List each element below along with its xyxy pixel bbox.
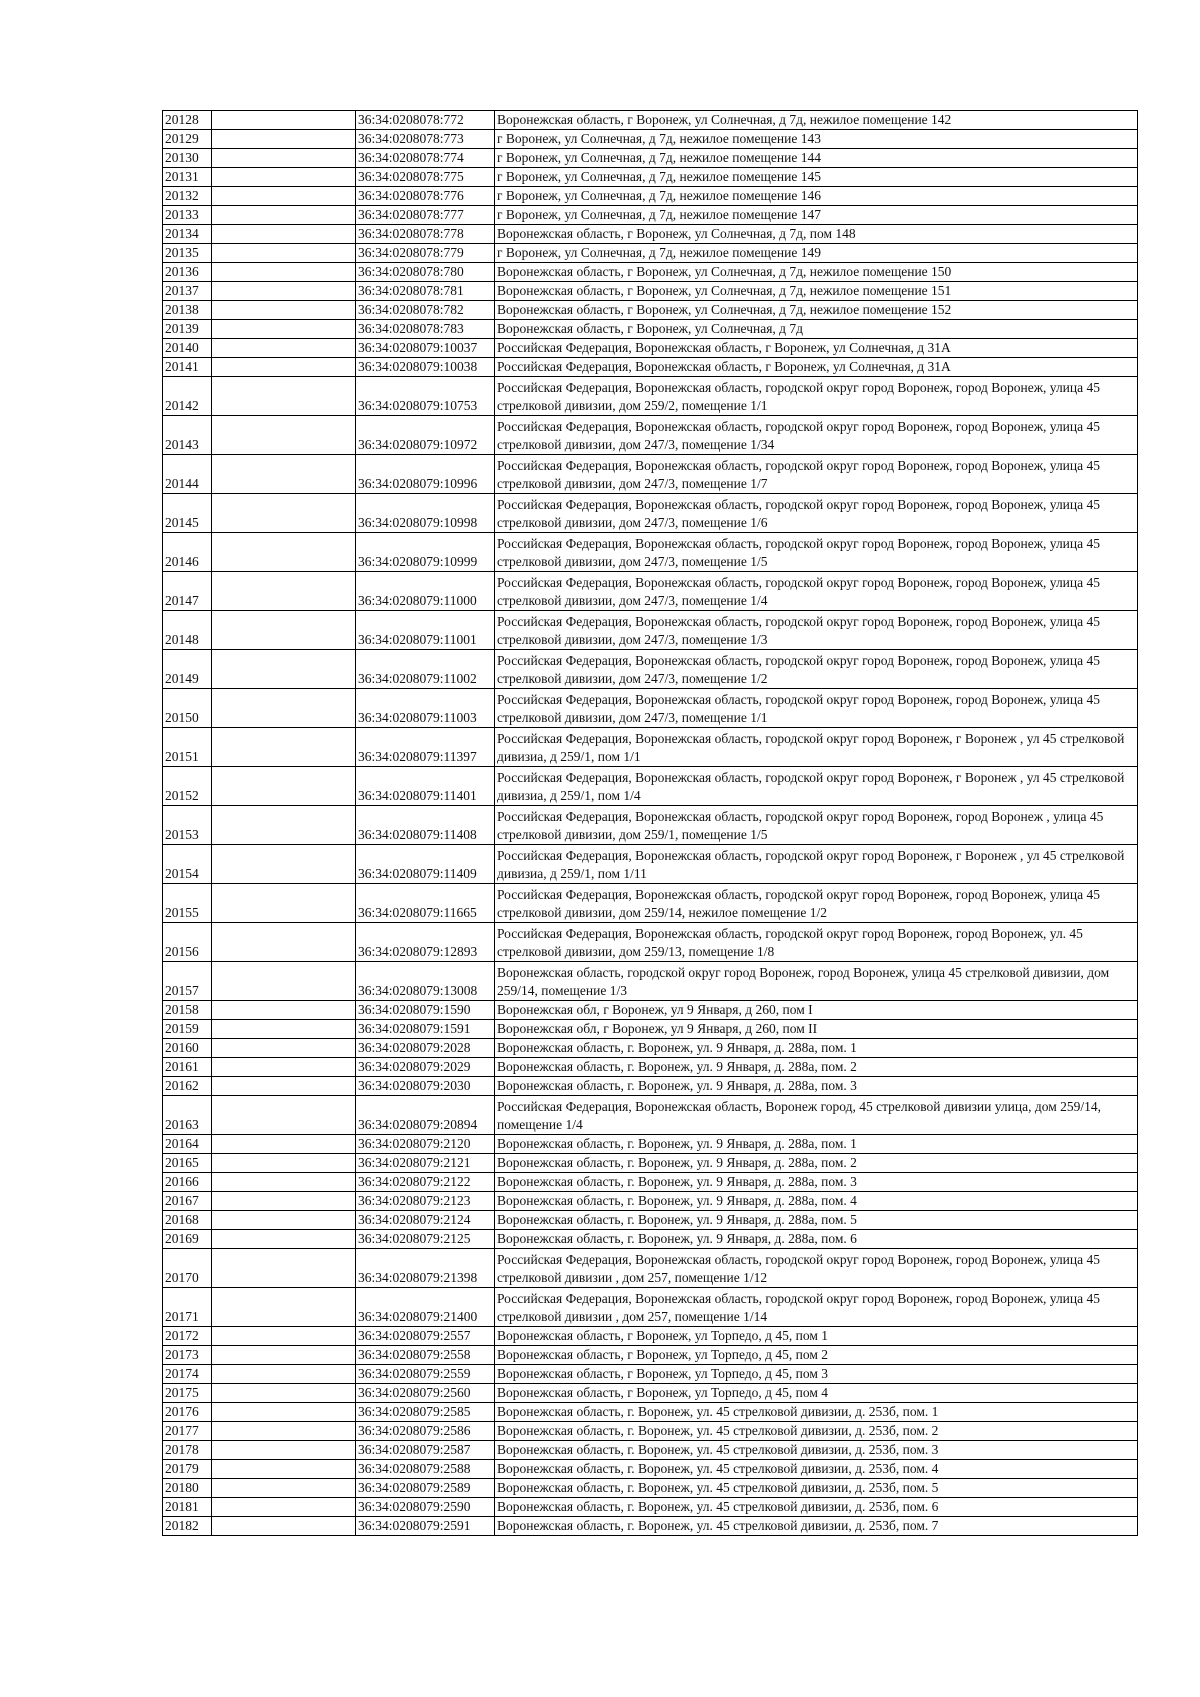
cadastral-number-cell: 36:34:0208079:12893 xyxy=(356,923,495,962)
row-number-cell: 20181 xyxy=(163,1498,212,1517)
cadastral-number-cell: 36:34:0208079:21398 xyxy=(356,1249,495,1288)
row-number-cell: 20168 xyxy=(163,1211,212,1230)
row-number-cell: 20171 xyxy=(163,1288,212,1327)
table-row xyxy=(163,206,1138,225)
row-number-cell: 20134 xyxy=(163,225,212,244)
row-number-cell: 20167 xyxy=(163,1192,212,1211)
row-number-cell: 20172 xyxy=(163,1327,212,1346)
empty-cell xyxy=(212,533,356,572)
row-number-cell: 20170 xyxy=(163,1249,212,1288)
cadastral-number-cell: 36:34:0208079:2558 xyxy=(356,1346,495,1365)
row-number-cell: 20160 xyxy=(163,1039,212,1058)
empty-cell xyxy=(212,1039,356,1058)
cadastral-number-cell: 36:34:0208079:1591 xyxy=(356,1020,495,1039)
row-number-cell: 20153 xyxy=(163,806,212,845)
table-row xyxy=(163,1346,1138,1365)
address-cell: Воронежская область, г. Воронеж, ул. 9 Января, д. 288а, пом. 3 xyxy=(495,1077,1138,1096)
table-row xyxy=(163,962,1138,1001)
table-row xyxy=(163,187,1138,206)
empty-cell xyxy=(212,1211,356,1230)
cadastral-number-cell: 36:34:0208078:783 xyxy=(356,320,495,339)
cadastral-number-cell: 36:34:0208078:777 xyxy=(356,206,495,225)
address-cell: г Воронеж, ул Солнечная, д 7д, нежилое помещение 143 xyxy=(495,130,1138,149)
row-number-cell: 20138 xyxy=(163,301,212,320)
row-number-cell: 20154 xyxy=(163,845,212,884)
cadastral-number-cell: 36:34:0208079:11001 xyxy=(356,611,495,650)
address-cell: Российская Федерация, Воронежская область, городской округ город Воронеж, город Воронеж, улица 45 стрелковой дивизии, дом 259/2, помещение 1/1 xyxy=(495,377,1138,416)
table-row xyxy=(163,1288,1138,1327)
table-row xyxy=(163,572,1138,611)
empty-cell xyxy=(212,1020,356,1039)
address-cell: Воронежская область, г. Воронеж, ул. 9 Января, д. 288а, пом. 1 xyxy=(495,1135,1138,1154)
address-cell: Воронежская область, г. Воронеж, ул. 9 Января, д. 288а, пом. 4 xyxy=(495,1192,1138,1211)
cadastral-number-cell: 36:34:0208079:1590 xyxy=(356,1001,495,1020)
address-cell: Воронежская область, г. Воронеж, ул. 9 Января, д. 288а, пом. 3 xyxy=(495,1173,1138,1192)
empty-cell xyxy=(212,845,356,884)
cadastral-number-cell: 36:34:0208079:11401 xyxy=(356,767,495,806)
table-row xyxy=(163,455,1138,494)
cadastral-number-cell: 36:34:0208078:782 xyxy=(356,301,495,320)
address-cell: Российская Федерация, Воронежская область, городской округ город Воронеж, город Воронеж, улица 45 стрелковой дивизии, дом 247/3, помещение 1/2 xyxy=(495,650,1138,689)
address-cell: Российская Федерация, Воронежская область, городской округ город Воронеж, город Воронеж, улица 45 стрелковой дивизии, дом 247/3, помещение 1/4 xyxy=(495,572,1138,611)
address-cell: Российская Федерация, Воронежская область, городской округ город Воронеж, г Воронеж , ул 45 стрелковой дивизиа, д 259/1, пом 1/4 xyxy=(495,767,1138,806)
table-row xyxy=(163,168,1138,187)
cadastral-number-cell: 36:34:0208078:781 xyxy=(356,282,495,301)
property-table-body xyxy=(163,111,1138,1536)
cadastral-number-cell: 36:34:0208079:2122 xyxy=(356,1173,495,1192)
row-number-cell: 20147 xyxy=(163,572,212,611)
address-cell: Российская Федерация, Воронежская область, городской округ город Воронеж, город Воронеж, улица 45 стрелковой дивизии, дом 247/3, помещение 1/34 xyxy=(495,416,1138,455)
row-number-cell: 20143 xyxy=(163,416,212,455)
address-cell: Воронежская область, г. Воронеж, ул. 9 Января, д. 288а, пом. 5 xyxy=(495,1211,1138,1230)
table-row xyxy=(163,1365,1138,1384)
row-number-cell: 20173 xyxy=(163,1346,212,1365)
row-number-cell: 20177 xyxy=(163,1422,212,1441)
cadastral-number-cell: 36:34:0208079:11665 xyxy=(356,884,495,923)
table-row xyxy=(163,1517,1138,1536)
empty-cell xyxy=(212,1517,356,1536)
row-number-cell: 20128 xyxy=(163,111,212,130)
empty-cell xyxy=(212,494,356,533)
table-row xyxy=(163,339,1138,358)
cadastral-number-cell: 36:34:0208079:2121 xyxy=(356,1154,495,1173)
empty-cell xyxy=(212,1058,356,1077)
table-row xyxy=(163,1249,1138,1288)
address-cell: Российская Федерация, Воронежская область, городской округ город Воронеж, город Воронеж, улица 45 стрелковой дивизии, дом 247/3, помещение 1/7 xyxy=(495,455,1138,494)
row-number-cell: 20131 xyxy=(163,168,212,187)
table-row xyxy=(163,1154,1138,1173)
row-number-cell: 20148 xyxy=(163,611,212,650)
table-row xyxy=(163,1479,1138,1498)
address-cell: Российская Федерация, Воронежская область, Воронеж город, 45 стрелковой дивизии улица, дом 259/14, помещение 1/4 xyxy=(495,1096,1138,1135)
cadastral-number-cell: 36:34:0208078:772 xyxy=(356,111,495,130)
cadastral-number-cell: 36:34:0208079:11000 xyxy=(356,572,495,611)
empty-cell xyxy=(212,1192,356,1211)
empty-cell xyxy=(212,377,356,416)
address-cell: Воронежская область, г Воронеж, ул Солнечная, д 7д, нежилое помещение 152 xyxy=(495,301,1138,320)
row-number-cell: 20149 xyxy=(163,650,212,689)
cadastral-number-cell: 36:34:0208079:2587 xyxy=(356,1441,495,1460)
address-cell: г Воронеж, ул Солнечная, д 7д, нежилое помещение 144 xyxy=(495,149,1138,168)
address-cell: Российская Федерация, Воронежская область, городской округ город Воронеж, город Воронеж, улица 45 стрелковой дивизии , дом 257, помещение 1/12 xyxy=(495,1249,1138,1288)
cadastral-number-cell: 36:34:0208079:11397 xyxy=(356,728,495,767)
empty-cell xyxy=(212,320,356,339)
address-cell: г Воронеж, ул Солнечная, д 7д, нежилое помещение 146 xyxy=(495,187,1138,206)
row-number-cell: 20174 xyxy=(163,1365,212,1384)
cadastral-number-cell: 36:34:0208079:2560 xyxy=(356,1384,495,1403)
table-row xyxy=(163,1460,1138,1479)
row-number-cell: 20155 xyxy=(163,884,212,923)
empty-cell xyxy=(212,1327,356,1346)
empty-cell xyxy=(212,1403,356,1422)
table-row xyxy=(163,1211,1138,1230)
empty-cell xyxy=(212,806,356,845)
cadastral-number-cell: 36:34:0208079:13008 xyxy=(356,962,495,1001)
table-row xyxy=(163,611,1138,650)
table-row xyxy=(163,1096,1138,1135)
empty-cell xyxy=(212,130,356,149)
cadastral-number-cell: 36:34:0208079:11002 xyxy=(356,650,495,689)
empty-cell xyxy=(212,1479,356,1498)
row-number-cell: 20161 xyxy=(163,1058,212,1077)
cadastral-number-cell: 36:34:0208078:779 xyxy=(356,244,495,263)
row-number-cell: 20145 xyxy=(163,494,212,533)
empty-cell xyxy=(212,263,356,282)
empty-cell xyxy=(212,572,356,611)
table-row xyxy=(163,845,1138,884)
empty-cell xyxy=(212,244,356,263)
table-row xyxy=(163,320,1138,339)
empty-cell xyxy=(212,282,356,301)
table-row xyxy=(163,1077,1138,1096)
table-row xyxy=(163,149,1138,168)
table-row xyxy=(163,1230,1138,1249)
table-row xyxy=(163,1422,1138,1441)
cadastral-number-cell: 36:34:0208079:10998 xyxy=(356,494,495,533)
table-row xyxy=(163,1441,1138,1460)
row-number-cell: 20136 xyxy=(163,263,212,282)
address-cell: Воронежская область, г Воронеж, ул Торпедо, д 45, пом 1 xyxy=(495,1327,1138,1346)
cadastral-number-cell: 36:34:0208078:773 xyxy=(356,130,495,149)
empty-cell xyxy=(212,149,356,168)
table-row xyxy=(163,358,1138,377)
row-number-cell: 20139 xyxy=(163,320,212,339)
row-number-cell: 20166 xyxy=(163,1173,212,1192)
cadastral-number-cell: 36:34:0208079:20894 xyxy=(356,1096,495,1135)
row-number-cell: 20180 xyxy=(163,1479,212,1498)
address-cell: Воронежская область, г. Воронеж, ул. 45 стрелковой дивизии, д. 253б, пом. 3 xyxy=(495,1441,1138,1460)
table-row xyxy=(163,1173,1138,1192)
address-cell: Российская Федерация, Воронежская область, городской округ город Воронеж, город Воронеж, улица 45 стрелковой дивизии, дом 247/3, помещение 1/5 xyxy=(495,533,1138,572)
table-row xyxy=(163,130,1138,149)
table-row xyxy=(163,806,1138,845)
cadastral-number-cell: 36:34:0208079:10996 xyxy=(356,455,495,494)
cadastral-number-cell: 36:34:0208079:2589 xyxy=(356,1479,495,1498)
table-row xyxy=(163,650,1138,689)
row-number-cell: 20175 xyxy=(163,1384,212,1403)
row-number-cell: 20137 xyxy=(163,282,212,301)
cadastral-number-cell: 36:34:0208079:2590 xyxy=(356,1498,495,1517)
row-number-cell: 20140 xyxy=(163,339,212,358)
empty-cell xyxy=(212,1154,356,1173)
row-number-cell: 20132 xyxy=(163,187,212,206)
empty-cell xyxy=(212,1422,356,1441)
address-cell: Воронежская область, г. Воронеж, ул. 45 стрелковой дивизии, д. 253б, пом. 6 xyxy=(495,1498,1138,1517)
row-number-cell: 20130 xyxy=(163,149,212,168)
empty-cell xyxy=(212,416,356,455)
row-number-cell: 20178 xyxy=(163,1441,212,1460)
cadastral-number-cell: 36:34:0208079:11003 xyxy=(356,689,495,728)
table-row xyxy=(163,244,1138,263)
row-number-cell: 20156 xyxy=(163,923,212,962)
empty-cell xyxy=(212,767,356,806)
address-cell: Российская Федерация, Воронежская область, городской округ город Воронеж, город Воронеж, улица 45 стрелковой дивизии, дом 247/3, помещение 1/6 xyxy=(495,494,1138,533)
empty-cell xyxy=(212,611,356,650)
address-cell: Воронежская область, г. Воронеж, ул. 45 стрелковой дивизии, д. 253б, пом. 1 xyxy=(495,1403,1138,1422)
cadastral-number-cell: 36:34:0208079:11409 xyxy=(356,845,495,884)
empty-cell xyxy=(212,1288,356,1327)
address-cell: Воронежская область, г. Воронеж, ул. 45 стрелковой дивизии, д. 253б, пом. 7 xyxy=(495,1517,1138,1536)
address-cell: Воронежская область, г Воронеж, ул Солнечная, д 7д, нежилое помещение 151 xyxy=(495,282,1138,301)
empty-cell xyxy=(212,339,356,358)
empty-cell xyxy=(212,301,356,320)
address-cell: Воронежская область, г Воронеж, ул Солнечная, д 7д, нежилое помещение 142 xyxy=(495,111,1138,130)
cadastral-number-cell: 36:34:0208079:21400 xyxy=(356,1288,495,1327)
cadastral-number-cell: 36:34:0208079:2028 xyxy=(356,1039,495,1058)
empty-cell xyxy=(212,358,356,377)
row-number-cell: 20169 xyxy=(163,1230,212,1249)
row-number-cell: 20158 xyxy=(163,1001,212,1020)
empty-cell xyxy=(212,1096,356,1135)
table-row xyxy=(163,225,1138,244)
empty-cell xyxy=(212,1460,356,1479)
empty-cell xyxy=(212,962,356,1001)
row-number-cell: 20141 xyxy=(163,358,212,377)
row-number-cell: 20133 xyxy=(163,206,212,225)
empty-cell xyxy=(212,1249,356,1288)
row-number-cell: 20162 xyxy=(163,1077,212,1096)
row-number-cell: 20146 xyxy=(163,533,212,572)
row-number-cell: 20159 xyxy=(163,1020,212,1039)
row-number-cell: 20182 xyxy=(163,1517,212,1536)
table-row xyxy=(163,767,1138,806)
empty-cell xyxy=(212,689,356,728)
cadastral-number-cell: 36:34:0208079:2123 xyxy=(356,1192,495,1211)
cadastral-number-cell: 36:34:0208078:774 xyxy=(356,149,495,168)
cadastral-number-cell: 36:34:0208079:10038 xyxy=(356,358,495,377)
table-row xyxy=(163,1020,1138,1039)
address-cell: Воронежская область, г Воронеж, ул Солнечная, д 7д, нежилое помещение 150 xyxy=(495,263,1138,282)
row-number-cell: 20135 xyxy=(163,244,212,263)
address-cell: Воронежская область, г. Воронеж, ул. 45 стрелковой дивизии, д. 253б, пом. 2 xyxy=(495,1422,1138,1441)
address-cell: Российская Федерация, Воронежская область, г Воронеж, ул Солнечная, д 31А xyxy=(495,358,1138,377)
address-cell: Российская Федерация, Воронежская область, городской округ город Воронеж, г Воронеж , ул 45 стрелковой дивизиа, д 259/1, пом 1/11 xyxy=(495,845,1138,884)
cadastral-number-cell: 36:34:0208079:2120 xyxy=(356,1135,495,1154)
table-row xyxy=(163,1039,1138,1058)
empty-cell xyxy=(212,111,356,130)
address-cell: Воронежская область, г Воронеж, ул Торпедо, д 45, пом 4 xyxy=(495,1384,1138,1403)
table-row xyxy=(163,301,1138,320)
cadastral-number-cell: 36:34:0208079:2559 xyxy=(356,1365,495,1384)
address-cell: Воронежская область, г. Воронеж, ул. 9 Января, д. 288а, пом. 6 xyxy=(495,1230,1138,1249)
row-number-cell: 20164 xyxy=(163,1135,212,1154)
table-row xyxy=(163,494,1138,533)
cadastral-number-cell: 36:34:0208079:2029 xyxy=(356,1058,495,1077)
row-number-cell: 20179 xyxy=(163,1460,212,1479)
address-cell: Воронежская область, г. Воронеж, ул. 45 стрелковой дивизии, д. 253б, пом. 4 xyxy=(495,1460,1138,1479)
cadastral-number-cell: 36:34:0208079:2588 xyxy=(356,1460,495,1479)
address-cell: Российская Федерация, Воронежская область, городской округ город Воронеж, город Воронеж, улица 45 стрелковой дивизии , дом 257, помещение 1/14 xyxy=(495,1288,1138,1327)
address-cell: Воронежская область, г. Воронеж, ул. 45 стрелковой дивизии, д. 253б, пом. 5 xyxy=(495,1479,1138,1498)
row-number-cell: 20150 xyxy=(163,689,212,728)
empty-cell xyxy=(212,1498,356,1517)
table-row xyxy=(163,728,1138,767)
row-number-cell: 20142 xyxy=(163,377,212,416)
address-cell: Российская Федерация, Воронежская область, городской округ город Воронеж, город Воронеж, улица 45 стрелковой дивизии, дом 247/3, помещение 1/1 xyxy=(495,689,1138,728)
empty-cell xyxy=(212,1441,356,1460)
empty-cell xyxy=(212,1230,356,1249)
cadastral-number-cell: 36:34:0208079:2125 xyxy=(356,1230,495,1249)
address-cell: Воронежская область, г Воронеж, ул Солнечная, д 7д xyxy=(495,320,1138,339)
address-cell: Воронежская область, г Воронеж, ул Солнечная, д 7д, пом 148 xyxy=(495,225,1138,244)
empty-cell xyxy=(212,1077,356,1096)
table-row xyxy=(163,1192,1138,1211)
table-row xyxy=(163,923,1138,962)
cadastral-number-cell: 36:34:0208079:2124 xyxy=(356,1211,495,1230)
address-cell: Российская Федерация, Воронежская область, городской округ город Воронеж, город Воронеж, улица 45 стрелковой дивизии, дом 259/14, нежилое помещение 1/2 xyxy=(495,884,1138,923)
empty-cell xyxy=(212,923,356,962)
cadastral-number-cell: 36:34:0208079:10972 xyxy=(356,416,495,455)
property-table xyxy=(162,110,1138,1536)
address-cell: Российская Федерация, Воронежская область, городской округ город Воронеж, город Воронеж , улица 45 стрелковой дивизии, дом 259/1, помещение 1/5 xyxy=(495,806,1138,845)
empty-cell xyxy=(212,455,356,494)
empty-cell xyxy=(212,728,356,767)
empty-cell xyxy=(212,206,356,225)
empty-cell xyxy=(212,1384,356,1403)
row-number-cell: 20144 xyxy=(163,455,212,494)
address-cell: Воронежская область, г Воронеж, ул Торпедо, д 45, пом 2 xyxy=(495,1346,1138,1365)
cadastral-number-cell: 36:34:0208079:2557 xyxy=(356,1327,495,1346)
address-cell: г Воронеж, ул Солнечная, д 7д, нежилое помещение 149 xyxy=(495,244,1138,263)
address-cell: Российская Федерация, Воронежская область, городской округ город Воронеж, город Воронеж, улица 45 стрелковой дивизии, дом 247/3, помещение 1/3 xyxy=(495,611,1138,650)
row-number-cell: 20176 xyxy=(163,1403,212,1422)
cadastral-number-cell: 36:34:0208079:10037 xyxy=(356,339,495,358)
table-row xyxy=(163,1498,1138,1517)
table-row xyxy=(163,1327,1138,1346)
cadastral-number-cell: 36:34:0208079:2586 xyxy=(356,1422,495,1441)
empty-cell xyxy=(212,1365,356,1384)
cadastral-number-cell: 36:34:0208079:2030 xyxy=(356,1077,495,1096)
table-row xyxy=(163,1403,1138,1422)
address-cell: г Воронеж, ул Солнечная, д 7д, нежилое помещение 147 xyxy=(495,206,1138,225)
table-row xyxy=(163,263,1138,282)
address-cell: Воронежская область, г. Воронеж, ул. 9 Января, д. 288а, пом. 2 xyxy=(495,1058,1138,1077)
empty-cell xyxy=(212,1001,356,1020)
empty-cell xyxy=(212,168,356,187)
address-cell: Воронежская обл, г Воронеж, ул 9 Января, д 260, пом II xyxy=(495,1020,1138,1039)
empty-cell xyxy=(212,884,356,923)
address-cell: г Воронеж, ул Солнечная, д 7д, нежилое помещение 145 xyxy=(495,168,1138,187)
row-number-cell: 20152 xyxy=(163,767,212,806)
row-number-cell: 20129 xyxy=(163,130,212,149)
address-cell: Воронежская обл, г Воронеж, ул 9 Января, д 260, пом I xyxy=(495,1001,1138,1020)
table-row xyxy=(163,111,1138,130)
row-number-cell: 20165 xyxy=(163,1154,212,1173)
row-number-cell: 20157 xyxy=(163,962,212,1001)
address-cell: Российская Федерация, Воронежская область, городской округ город Воронеж, г Воронеж , ул 45 стрелковой дивизиа, д 259/1, пом 1/1 xyxy=(495,728,1138,767)
address-cell: Воронежская область, г. Воронеж, ул. 9 Января, д. 288а, пом. 2 xyxy=(495,1154,1138,1173)
empty-cell xyxy=(212,1173,356,1192)
table-row xyxy=(163,282,1138,301)
table-row xyxy=(163,689,1138,728)
cadastral-number-cell: 36:34:0208079:11408 xyxy=(356,806,495,845)
cadastral-number-cell: 36:34:0208078:776 xyxy=(356,187,495,206)
cadastral-number-cell: 36:34:0208079:10999 xyxy=(356,533,495,572)
table-row xyxy=(163,533,1138,572)
cadastral-number-cell: 36:34:0208079:2585 xyxy=(356,1403,495,1422)
row-number-cell: 20151 xyxy=(163,728,212,767)
empty-cell xyxy=(212,1135,356,1154)
table-row xyxy=(163,884,1138,923)
table-row xyxy=(163,1001,1138,1020)
cadastral-number-cell: 36:34:0208078:775 xyxy=(356,168,495,187)
cadastral-number-cell: 36:34:0208078:778 xyxy=(356,225,495,244)
table-row xyxy=(163,377,1138,416)
cadastral-number-cell: 36:34:0208078:780 xyxy=(356,263,495,282)
empty-cell xyxy=(212,187,356,206)
empty-cell xyxy=(212,225,356,244)
empty-cell xyxy=(212,650,356,689)
empty-cell xyxy=(212,1346,356,1365)
table-row xyxy=(163,416,1138,455)
table-row xyxy=(163,1135,1138,1154)
cadastral-number-cell: 36:34:0208079:2591 xyxy=(356,1517,495,1536)
address-cell: Воронежская область, г. Воронеж, ул. 9 Января, д. 288а, пом. 1 xyxy=(495,1039,1138,1058)
address-cell: Воронежская область, г Воронеж, ул Торпедо, д 45, пом 3 xyxy=(495,1365,1138,1384)
table-row xyxy=(163,1384,1138,1403)
cadastral-number-cell: 36:34:0208079:10753 xyxy=(356,377,495,416)
address-cell: Российская Федерация, Воронежская область, г Воронеж, ул Солнечная, д 31А xyxy=(495,339,1138,358)
address-cell: Воронежская область, городской округ город Воронеж, город Воронеж, улица 45 стрелковой дивизии, дом 259/14, помещение 1/3 xyxy=(495,962,1138,1001)
address-cell: Российская Федерация, Воронежская область, городской округ город Воронеж, город Воронеж, ул. 45 стрелковой дивизии, дом 259/13, помещение 1/8 xyxy=(495,923,1138,962)
table-row xyxy=(163,1058,1138,1077)
row-number-cell: 20163 xyxy=(163,1096,212,1135)
